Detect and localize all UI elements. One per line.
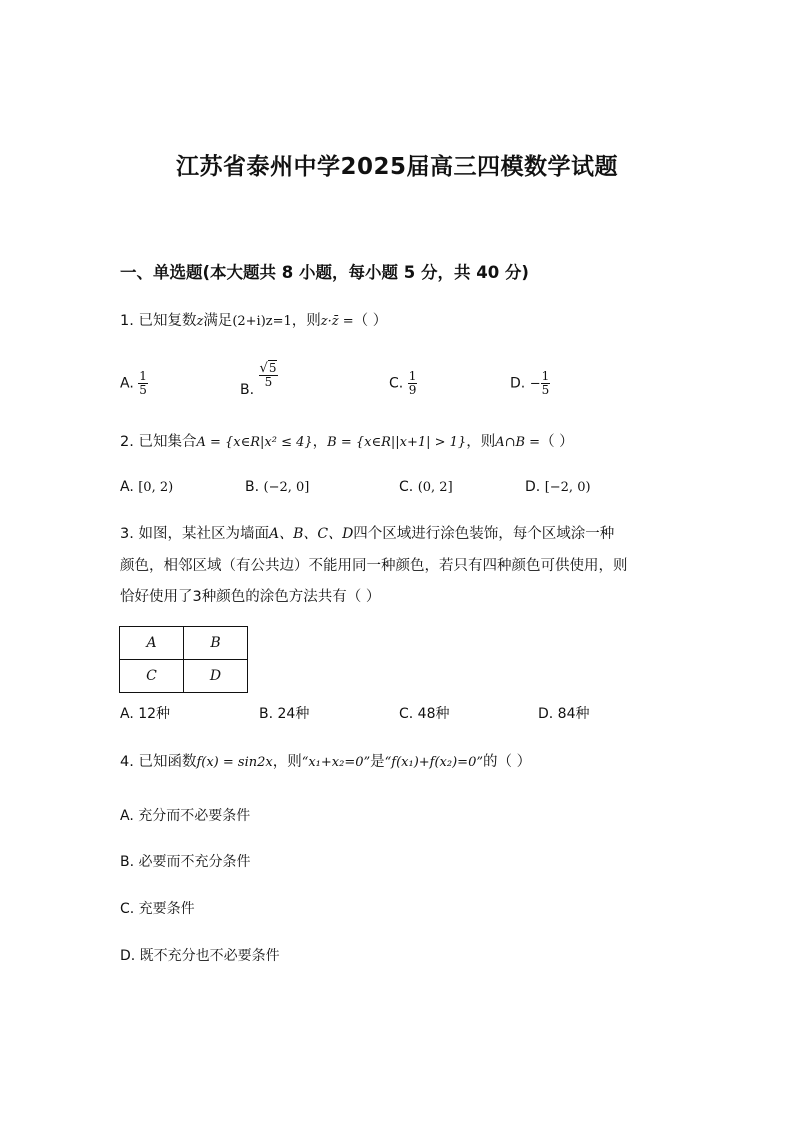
- q4-condition-2: “f(x₁)+f(x₂)=0”: [384, 755, 483, 770]
- region-grid: [119, 626, 248, 693]
- q1-option-a[interactable]: [120, 370, 148, 397]
- q2-b-value: (−2, 0]: [263, 480, 310, 495]
- region-b: B: [184, 627, 248, 660]
- region-a: A: [120, 627, 184, 660]
- q1-c-label: C.: [389, 375, 404, 392]
- q3-option-d[interactable]: D. 84种: [538, 706, 590, 722]
- q2-a-value: [0, 2): [138, 480, 174, 495]
- q1-option-c[interactable]: [389, 370, 417, 397]
- q1-blank: （ ）: [353, 313, 388, 329]
- q2-option-c[interactable]: [399, 479, 453, 495]
- q4-function: f(x) = sin2x: [196, 755, 273, 770]
- q2-set-a: A = {x∈R|x² ≤ 4}: [196, 435, 313, 450]
- q2-d-value: [−2, 0): [544, 480, 591, 495]
- q2-b-label: B.: [245, 479, 260, 495]
- q1-mid: 满足: [203, 313, 233, 329]
- q2-c-label: C.: [399, 479, 414, 495]
- q4-option-a[interactable]: A. 充分而不必要条件: [120, 808, 251, 824]
- q1-c-fraction: $\frac{1}{9}$: [408, 369, 417, 397]
- region-c: C: [120, 660, 184, 693]
- q4-option-d[interactable]: D. 既不充分也不必要条件: [120, 948, 280, 964]
- q1-option-d[interactable]: [510, 370, 550, 397]
- q4-option-c[interactable]: C. 充要条件: [120, 901, 195, 917]
- q2-prefix: 2. 已知集合: [120, 434, 197, 450]
- q2-then: ，则: [466, 434, 496, 450]
- question-4: [120, 752, 531, 773]
- q1-d-sign: −: [529, 376, 541, 392]
- q2-expr: A∩B =: [495, 435, 541, 450]
- q3-option-c[interactable]: C. 48种: [399, 706, 450, 722]
- q2-set-b: B = {x∈R||x+1| > 1}: [327, 435, 467, 450]
- q2-sep: ，: [312, 434, 328, 450]
- q1-a-fraction: $\frac{1}{5}$: [139, 369, 147, 397]
- question-3-line-1: [120, 524, 614, 544]
- q1-d-label: D.: [510, 375, 526, 392]
- q3-option-b[interactable]: B. 24种: [259, 706, 310, 722]
- q4-prefix: 4. 已知函数: [120, 754, 197, 770]
- q2-c-value: (0, 2]: [417, 480, 453, 495]
- q3-line1-post: 四个区域进行涂色装饰，每个区域涂一种: [353, 526, 615, 542]
- q2-option-b[interactable]: [245, 479, 309, 495]
- q2-option-a[interactable]: [120, 479, 173, 495]
- q1-prefix: 1. 已知复数: [120, 313, 197, 329]
- q1-z: z: [196, 314, 204, 329]
- question-3-line-3: 恰好使用了3种颜色的涂色方法共有（ ）: [120, 589, 381, 605]
- q1-condition: (2+i)z=1: [232, 314, 292, 329]
- q2-a-label: A.: [120, 479, 134, 495]
- q3-line1-vars: A、B、C、D: [268, 526, 354, 542]
- question-3-line-2: 颜色，相邻区域（有公共边）不能用同一种颜色，若只有四种颜色可供使用，则: [120, 558, 628, 574]
- question-2: [120, 432, 574, 453]
- q1-option-b[interactable]: [240, 361, 278, 398]
- q1-a-label: A.: [120, 375, 134, 392]
- q3-option-a[interactable]: A. 12种: [120, 706, 171, 722]
- q1-b-label: B.: [240, 381, 255, 398]
- q2-blank: （ ）: [540, 434, 574, 450]
- q1-comma: ，则: [291, 313, 321, 329]
- q2-option-d[interactable]: [525, 479, 591, 495]
- q4-is: 是: [370, 754, 385, 770]
- region-d: D: [184, 660, 248, 693]
- q3-line1-pre: 3. 如图，某社区为墙面: [120, 526, 269, 542]
- section-heading: 一、单选题(本大题共 8 小题，每小题 5 分，共 40 分): [120, 263, 529, 282]
- page-title: 江苏省泰州中学2025届高三四模数学试题: [175, 154, 618, 180]
- q1-b-fraction: $\frac{√5}{5}$: [259, 361, 277, 389]
- q4-suffix: 的（ ）: [483, 754, 532, 770]
- q4-then: ，则: [272, 754, 302, 770]
- q1-d-fraction: $\frac{1}{5}$: [541, 369, 550, 397]
- q2-d-label: D.: [525, 479, 541, 495]
- q1-expr: z·z̄ =: [320, 314, 354, 329]
- question-1: [120, 311, 387, 332]
- q4-option-b[interactable]: B. 必要而不充分条件: [120, 854, 251, 870]
- q4-condition-1: “x₁+x₂=0”: [301, 755, 371, 770]
